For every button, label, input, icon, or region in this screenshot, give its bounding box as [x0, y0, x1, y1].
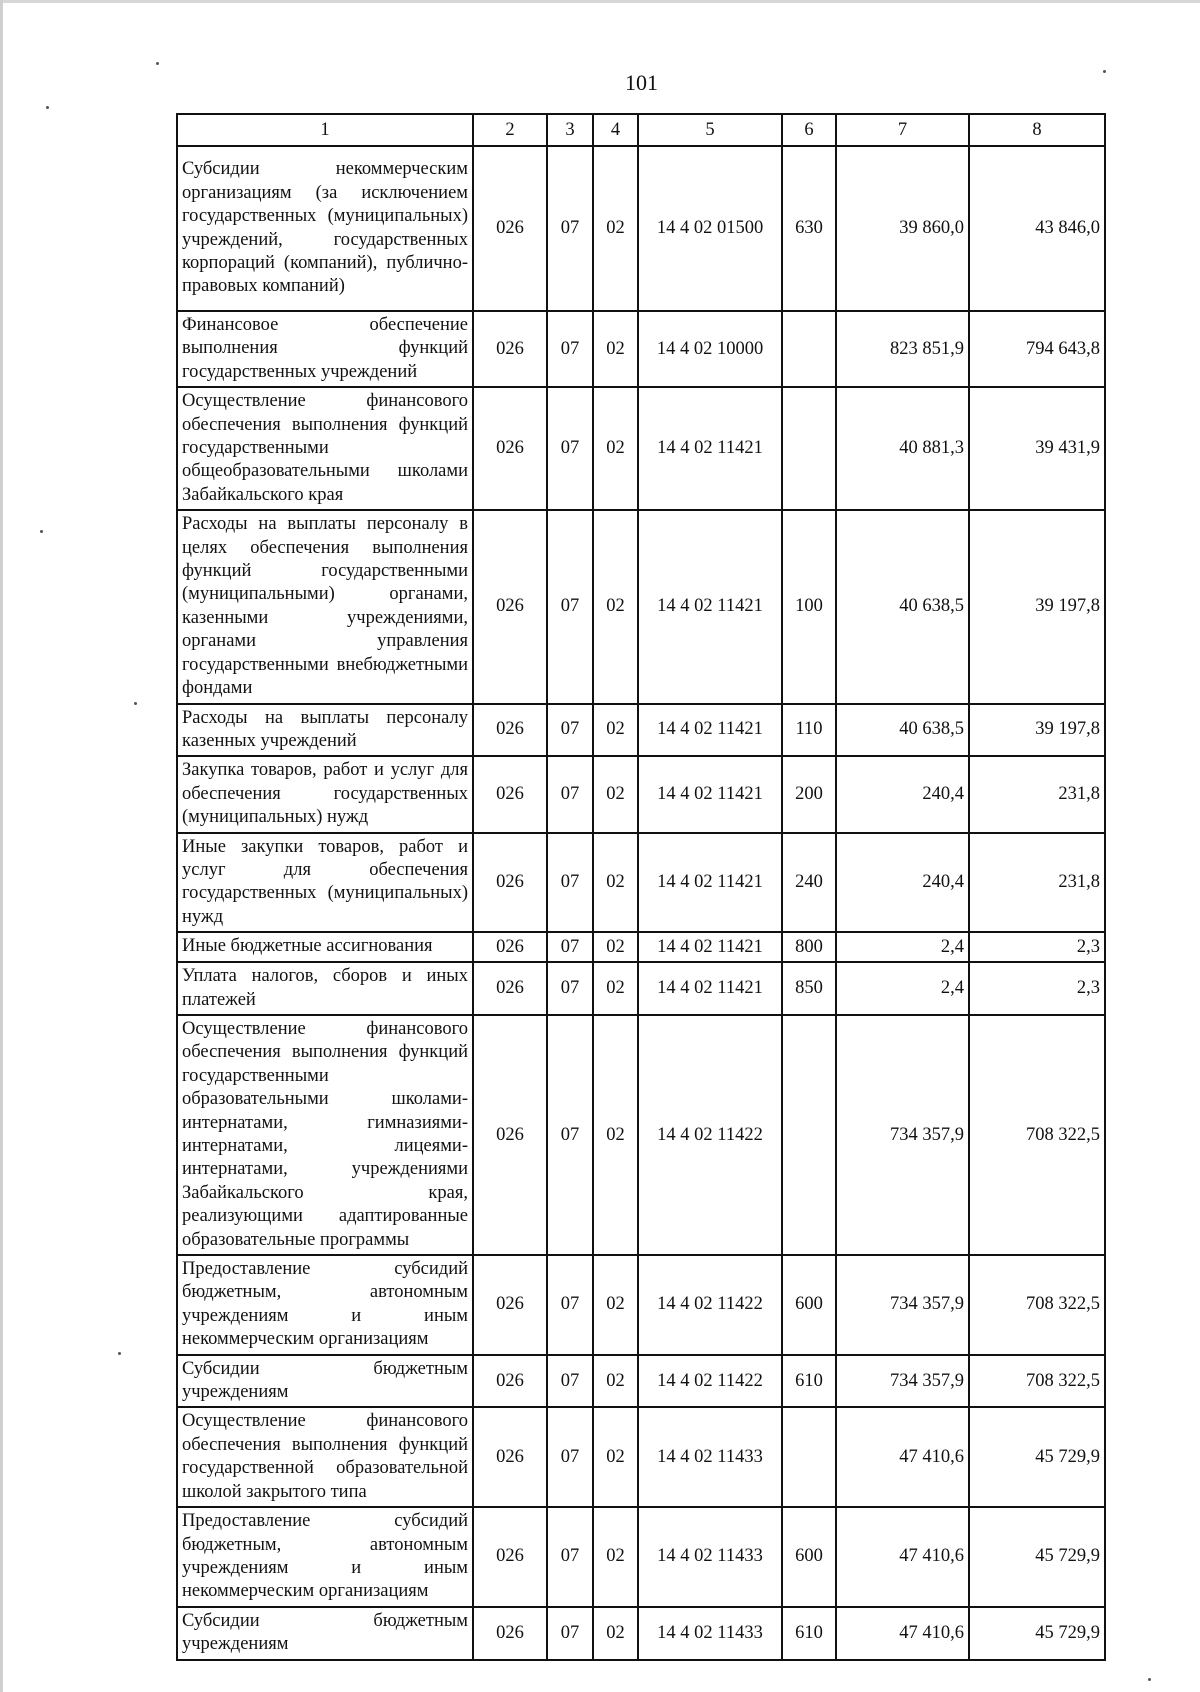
cell-amount-year2: 39 197,8: [969, 510, 1105, 703]
row-name-cell: Расходы на выплаты персоналу казенных учреждений: [177, 704, 473, 757]
row-name-cell: Расходы на выплаты персоналу в целях обеспечения выполнения функций государственными (муниципальными) органами, казенными учреждениями, органами управления государственными внебюджетными фондами: [177, 510, 473, 703]
cell-expense-type: 800: [782, 932, 836, 962]
table-row: [177, 704, 1105, 757]
cell-subsection-code: 02: [593, 1507, 638, 1607]
scan-speck: [156, 62, 159, 65]
column-header: 7: [836, 114, 969, 146]
table-row: [177, 1355, 1105, 1408]
cell-target-article: 14 4 02 11422: [638, 1355, 782, 1408]
cell-section-code: 07: [547, 1607, 593, 1660]
cell-amount-year1: 734 357,9: [836, 1015, 969, 1255]
scan-speck: [46, 106, 49, 109]
cell-expense-type: 100: [782, 510, 836, 703]
table-row: [177, 1255, 1105, 1355]
cell-expense-type: [782, 387, 836, 510]
cell-ministry-code: 026: [473, 510, 547, 703]
table-row: [177, 962, 1105, 1015]
cell-ministry-code: 026: [473, 1015, 547, 1255]
cell-amount-year1: 734 357,9: [836, 1255, 969, 1355]
row-name-cell: Осуществление финансового обеспечения выполнения функций государственными общеобразовательными школами Забайкальского края: [177, 387, 473, 510]
cell-subsection-code: 02: [593, 756, 638, 832]
budget-table: [176, 113, 1106, 1661]
cell-expense-type: 200: [782, 756, 836, 832]
cell-amount-year1: 40 638,5: [836, 510, 969, 703]
cell-ministry-code: 026: [473, 1607, 547, 1660]
scan-speck: [118, 1352, 121, 1355]
cell-ministry-code: 026: [473, 756, 547, 832]
cell-expense-type: 850: [782, 962, 836, 1015]
table-row: [177, 510, 1105, 703]
cell-expense-type: 610: [782, 1607, 836, 1660]
cell-ministry-code: 026: [473, 387, 547, 510]
row-name-cell: Осуществление финансового обеспечения выполнения функций государственной образовательной школой закрытого типа: [177, 1407, 473, 1507]
cell-amount-year1: 2,4: [836, 962, 969, 1015]
scan-speck: [40, 530, 43, 533]
column-header: 1: [177, 114, 473, 146]
cell-amount-year1: 47 410,6: [836, 1407, 969, 1507]
cell-amount-year2: 39 431,9: [969, 387, 1105, 510]
row-name-cell: Предоставление субсидий бюджетным, автономным учреждениям и иным некоммерческим организациям: [177, 1255, 473, 1355]
column-header: 5: [638, 114, 782, 146]
scan-edge-left: [0, 0, 3, 1692]
cell-amount-year1: 40 638,5: [836, 704, 969, 757]
row-name-cell: Субсидии некоммерческим организациям (за исключением государственных (муниципальных) учреждений, государственных корпораций (компаний), публично-правовых компаний): [177, 146, 473, 311]
table-row: [177, 311, 1105, 387]
scan-speck: [134, 702, 137, 705]
cell-ministry-code: 026: [473, 1355, 547, 1408]
row-name-cell: Осуществление финансового обеспечения выполнения функций государственными образовательными школами-интернатами, гимназиями-интернатами, лицеями-интернатами, учреждениями Забайкальского края, реализующими адаптированные образовательные программы: [177, 1015, 473, 1255]
cell-expense-type: 630: [782, 146, 836, 311]
cell-section-code: 07: [547, 1015, 593, 1255]
cell-target-article: 14 4 02 11433: [638, 1607, 782, 1660]
cell-section-code: 07: [547, 387, 593, 510]
cell-subsection-code: 02: [593, 311, 638, 387]
column-header: 4: [593, 114, 638, 146]
table-row: [177, 1607, 1105, 1660]
cell-amount-year1: 39 860,0: [836, 146, 969, 311]
row-name-cell: Иные закупки товаров, работ и услуг для обеспечения государственных (муниципальных) нужд: [177, 833, 473, 933]
table-row: [177, 1407, 1105, 1507]
row-name-cell: Предоставление субсидий бюджетным, автономным учреждениям и иным некоммерческим организациям: [177, 1507, 473, 1607]
cell-subsection-code: 02: [593, 146, 638, 311]
cell-amount-year2: 708 322,5: [969, 1355, 1105, 1408]
row-name-cell: Субсидии бюджетным учреждениям: [177, 1355, 473, 1408]
row-name-cell: Закупка товаров, работ и услуг для обеспечения государственных (муниципальных) нужд: [177, 756, 473, 832]
table-row: [177, 932, 1105, 962]
cell-subsection-code: 02: [593, 1607, 638, 1660]
cell-amount-year1: 734 357,9: [836, 1355, 969, 1408]
cell-subsection-code: 02: [593, 387, 638, 510]
cell-expense-type: 600: [782, 1255, 836, 1355]
cell-amount-year1: 47 410,6: [836, 1607, 969, 1660]
cell-amount-year2: 231,8: [969, 756, 1105, 832]
scan-edge-top: [0, 0, 1200, 3]
cell-amount-year1: 823 851,9: [836, 311, 969, 387]
cell-expense-type: 610: [782, 1355, 836, 1408]
cell-section-code: 07: [547, 1255, 593, 1355]
cell-section-code: 07: [547, 756, 593, 832]
cell-ministry-code: 026: [473, 704, 547, 757]
cell-section-code: 07: [547, 962, 593, 1015]
row-name-cell: Иные бюджетные ассигнования: [177, 932, 473, 962]
cell-ministry-code: 026: [473, 962, 547, 1015]
cell-expense-type: [782, 311, 836, 387]
cell-amount-year1: 240,4: [836, 833, 969, 933]
cell-amount-year2: 45 729,9: [969, 1407, 1105, 1507]
cell-ministry-code: 026: [473, 833, 547, 933]
cell-amount-year2: 708 322,5: [969, 1255, 1105, 1355]
cell-amount-year2: 794 643,8: [969, 311, 1105, 387]
column-header: 8: [969, 114, 1105, 146]
cell-expense-type: [782, 1015, 836, 1255]
cell-amount-year2: 45 729,9: [969, 1507, 1105, 1607]
cell-section-code: 07: [547, 932, 593, 962]
cell-section-code: 07: [547, 833, 593, 933]
table-row: [177, 1015, 1105, 1255]
column-header: 2: [473, 114, 547, 146]
cell-target-article: 14 4 02 10000: [638, 311, 782, 387]
cell-section-code: 07: [547, 311, 593, 387]
cell-target-article: 14 4 02 11421: [638, 962, 782, 1015]
cell-amount-year1: 240,4: [836, 756, 969, 832]
cell-target-article: 14 4 02 01500: [638, 146, 782, 311]
cell-target-article: 14 4 02 11421: [638, 704, 782, 757]
cell-section-code: 07: [547, 146, 593, 311]
column-header: 3: [547, 114, 593, 146]
column-header: 6: [782, 114, 836, 146]
cell-subsection-code: 02: [593, 962, 638, 1015]
cell-subsection-code: 02: [593, 1255, 638, 1355]
cell-amount-year2: 45 729,9: [969, 1607, 1105, 1660]
cell-ministry-code: 026: [473, 1407, 547, 1507]
cell-section-code: 07: [547, 1355, 593, 1408]
cell-target-article: 14 4 02 11421: [638, 833, 782, 933]
cell-ministry-code: 026: [473, 1255, 547, 1355]
cell-subsection-code: 02: [593, 1407, 638, 1507]
cell-subsection-code: 02: [593, 704, 638, 757]
cell-target-article: 14 4 02 11433: [638, 1407, 782, 1507]
cell-target-article: 14 4 02 11421: [638, 387, 782, 510]
header-row: [177, 114, 1105, 146]
cell-subsection-code: 02: [593, 932, 638, 962]
cell-ministry-code: 026: [473, 932, 547, 962]
scan-speck: [1148, 1678, 1151, 1681]
cell-target-article: 14 4 02 11421: [638, 932, 782, 962]
row-name-cell: Субсидии бюджетным учреждениям: [177, 1607, 473, 1660]
cell-subsection-code: 02: [593, 833, 638, 933]
cell-amount-year2: 2,3: [969, 932, 1105, 962]
cell-amount-year2: 708 322,5: [969, 1015, 1105, 1255]
table-row: [177, 387, 1105, 510]
cell-amount-year1: 40 881,3: [836, 387, 969, 510]
cell-subsection-code: 02: [593, 1015, 638, 1255]
row-name-cell: Финансовое обеспечение выполнения функций государственных учреждений: [177, 311, 473, 387]
cell-section-code: 07: [547, 1507, 593, 1607]
cell-section-code: 07: [547, 510, 593, 703]
cell-amount-year1: 2,4: [836, 932, 969, 962]
cell-section-code: 07: [547, 704, 593, 757]
cell-ministry-code: 026: [473, 311, 547, 387]
cell-ministry-code: 026: [473, 146, 547, 311]
row-name-cell: Уплата налогов, сборов и иных платежей: [177, 962, 473, 1015]
cell-amount-year2: 39 197,8: [969, 704, 1105, 757]
table-row: [177, 146, 1105, 311]
cell-amount-year1: 47 410,6: [836, 1507, 969, 1607]
cell-expense-type: [782, 1407, 836, 1507]
cell-target-article: 14 4 02 11433: [638, 1507, 782, 1607]
cell-target-article: 14 4 02 11422: [638, 1255, 782, 1355]
cell-target-article: 14 4 02 11421: [638, 510, 782, 703]
cell-expense-type: 600: [782, 1507, 836, 1607]
cell-target-article: 14 4 02 11422: [638, 1015, 782, 1255]
scan-speck: [1103, 70, 1106, 73]
cell-amount-year2: 43 846,0: [969, 146, 1105, 311]
cell-amount-year2: 2,3: [969, 962, 1105, 1015]
table-row: [177, 1507, 1105, 1607]
cell-subsection-code: 02: [593, 1355, 638, 1408]
cell-ministry-code: 026: [473, 1507, 547, 1607]
cell-expense-type: 240: [782, 833, 836, 933]
table-row: [177, 756, 1105, 832]
page-number: 101: [625, 70, 658, 95]
table-row: [177, 833, 1105, 933]
cell-expense-type: 110: [782, 704, 836, 757]
cell-amount-year2: 231,8: [969, 833, 1105, 933]
cell-subsection-code: 02: [593, 510, 638, 703]
cell-section-code: 07: [547, 1407, 593, 1507]
cell-target-article: 14 4 02 11421: [638, 756, 782, 832]
